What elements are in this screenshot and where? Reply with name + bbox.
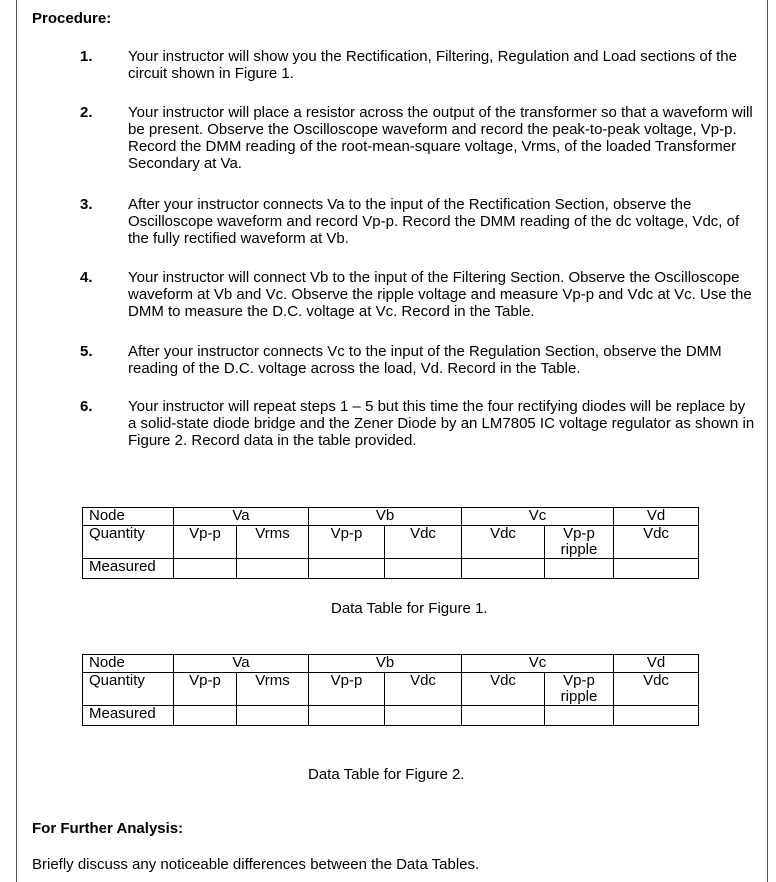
measured-cell[interactable]: [174, 559, 237, 579]
data-table-figure-2: [82, 654, 699, 726]
quantity-cell: Vdc: [614, 526, 699, 559]
node-label: Node: [83, 508, 174, 526]
quantity-cell: Vdc: [385, 673, 462, 706]
measured-cell[interactable]: [385, 559, 462, 579]
quantity-cell: Vp-p ripple: [545, 673, 614, 706]
measured-label: Measured: [83, 706, 174, 726]
step-number: 4.: [80, 269, 93, 286]
quantity-cell: Vp-p ripple: [545, 526, 614, 559]
quantity-cell: Vrms: [237, 673, 309, 706]
table-row: [83, 508, 699, 526]
measured-cell[interactable]: [614, 559, 699, 579]
step-number: 1.: [80, 48, 93, 65]
quantity-cell: Vdc: [462, 526, 545, 559]
quantity-cell: Vp-p: [174, 526, 237, 559]
measured-cell[interactable]: [237, 706, 309, 726]
data-table-figure-1: [82, 507, 699, 579]
table-row: [83, 706, 699, 726]
node-va: Va: [174, 655, 309, 673]
measured-label: Measured: [83, 559, 174, 579]
table-row: [83, 526, 699, 559]
step-number: 2.: [80, 104, 93, 121]
quantity-cell: Vrms: [237, 526, 309, 559]
step-number: 5.: [80, 343, 93, 360]
table-row: [83, 655, 699, 673]
node-vb: Vb: [309, 508, 462, 526]
procedure-heading: Procedure:: [32, 10, 112, 27]
further-analysis-heading: For Further Analysis:: [32, 820, 184, 837]
measured-cell[interactable]: [309, 706, 385, 726]
measured-cell[interactable]: [237, 559, 309, 579]
node-vb: Vb: [309, 655, 462, 673]
node-va: Va: [174, 508, 309, 526]
table-row: [83, 559, 699, 579]
measured-cell[interactable]: [174, 706, 237, 726]
node-label: Node: [83, 655, 174, 673]
step-text: Your instructor will connect Vb to the input of the Filtering Section. Observe the Oscilloscope waveform at Vb and Vc. Observe the ripple voltage and measure Vp-p and Vdc at Vc. Use the DMM to measure the D.C. voltage at Vc. Record in the Table.: [128, 269, 752, 320]
node-vc: Vc: [462, 655, 614, 673]
node-vc: Vc: [462, 508, 614, 526]
quantity-label: Quantity: [83, 673, 174, 706]
step-text: Your instructor will place a resistor across the output of the transformer so that a waveform will be present. Observe the Oscilloscope waveform and record the peak-to-peak voltage, Vp-p. Record the DMM reading of the root-mean-square voltage, Vrms, of the loaded Transformer Secondary at Va.: [128, 104, 753, 172]
quantity-cell: Vp-p: [309, 526, 385, 559]
measured-cell[interactable]: [545, 559, 614, 579]
step-text: After your instructor connects Vc to the input of the Regulation Section, observe the DMM reading of the D.C. voltage across the load, Vd. Record in the Table.: [128, 343, 722, 377]
step-number: 3.: [80, 196, 93, 213]
measured-cell[interactable]: [462, 559, 545, 579]
step-text: Your instructor will show you the Rectification, Filtering, Regulation and Load sections of the circuit shown in Figure 1.: [128, 48, 737, 82]
quantity-cell: Vdc: [385, 526, 462, 559]
quantity-cell: Vp-p: [174, 673, 237, 706]
table-caption: Data Table for Figure 1.: [331, 600, 488, 617]
quantity-cell: Vdc: [462, 673, 545, 706]
table-row: [83, 673, 699, 706]
step-text: Your instructor will repeat steps 1 – 5 but this time the four rectifying diodes will be replace by a solid-state diode bridge and the Zener Diode by an LM7805 IC voltage regulator as shown in Figure 2. Record data in the table provided.: [128, 398, 755, 449]
node-vd: Vd: [614, 508, 699, 526]
step-number: 6.: [80, 398, 93, 415]
node-vd: Vd: [614, 655, 699, 673]
quantity-cell: Vp-p: [309, 673, 385, 706]
measured-cell[interactable]: [614, 706, 699, 726]
measured-cell[interactable]: [462, 706, 545, 726]
quantity-label: Quantity: [83, 526, 174, 559]
step-text: After your instructor connects Va to the input of the Rectification Section, observe the Oscilloscope waveform and record Vp-p. Record the DMM reading of the dc voltage, Vdc, of the fully rectified waveform at Vb.: [128, 196, 740, 247]
measured-cell[interactable]: [385, 706, 462, 726]
table-caption: Data Table for Figure 2.: [308, 766, 465, 783]
quantity-cell: Vdc: [614, 673, 699, 706]
measured-cell[interactable]: [545, 706, 614, 726]
measured-cell[interactable]: [309, 559, 385, 579]
further-analysis-text: Briefly discuss any noticeable differences between the Data Tables.: [32, 856, 480, 873]
